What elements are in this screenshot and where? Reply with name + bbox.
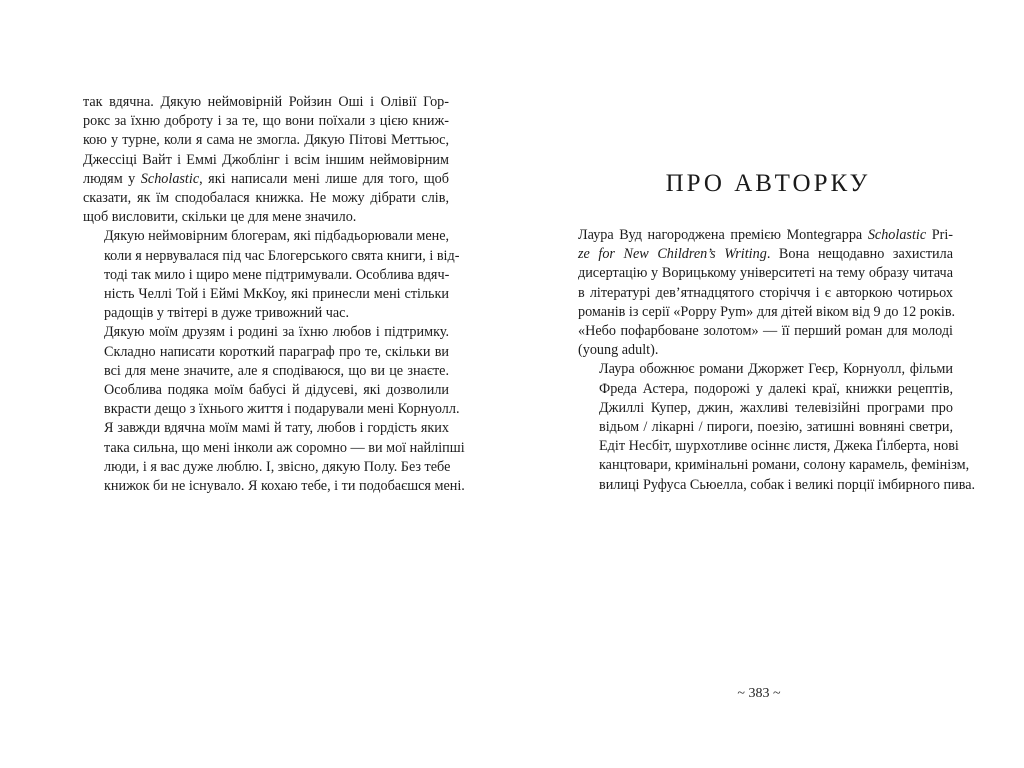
text-line: Джессіці Вайт і Еммі Джоблінг і всім іншим неймовірним — [83, 151, 449, 168]
text-line: рокс за їхню доброту і за те, що вони поїхали з цією книж- — [83, 113, 449, 130]
acknowledgements-text — [83, 93, 465, 496]
about-author-text — [578, 226, 976, 495]
text-line: Складно написати короткий параграф про те, скільки ви — [104, 343, 449, 360]
text-line: романів із серії «Poppy Pym» для дітей віком від 9 до 12 років. — [578, 303, 956, 320]
text-line: коли я нервувалася під час Блогерського свята книги, і від- — [104, 247, 460, 264]
text-line: Лаура обожнює романи Джоржет Геєр, Корнуолл, фільми — [599, 361, 953, 378]
text-line: така сильна, що мені інколи аж соромно — ви мої найліпші — [104, 439, 465, 456]
text-line: так вдячна. Дякую неймовірній Ройзин Оші і Олівії Гор- — [83, 94, 449, 110]
paragraph — [578, 360, 976, 494]
text-line: Фреда Астера, подорожі у далекі краї, книжки рецептів, — [599, 380, 953, 397]
text-line: людям у Scholastic, які написали мені лише для того, щоб — [83, 170, 449, 187]
italic-text: Scholastic — [867, 227, 927, 243]
text-line: всі для мене значите, але я сподіваюся, що ви це знаєте. — [104, 362, 449, 379]
text-line: ze for New Children’s Writing. Вона нещодавно захистила — [578, 246, 953, 263]
text-line: вилиці Руфуса Сьюелла, собак і великі порції імбирного пива. — [599, 476, 976, 493]
text-line: ність Челлі Той і Еймі МкКоу, які принесли мені стільки — [104, 286, 449, 303]
text-line: Лаура Вуд нагороджена премією Montegrappa Scholastic Pri- — [578, 227, 954, 243]
text-line: Дякую моїм друзям і родині за їхню любов і підтримку. — [104, 324, 449, 341]
text-line: щоб висловити, скільки це для мене значило. — [83, 209, 357, 226]
page-number: ~ 383 ~ — [737, 686, 781, 701]
right-page — [512, 0, 1024, 768]
italic-text: ze for New Children’s Writing — [578, 246, 767, 263]
text-line: відьом / лікарні / пироги, поезію, затишні вовняні светри, — [599, 419, 953, 436]
paragraph — [83, 227, 460, 323]
text-line: дисертацію у Ворицькому університеті на тему образу читача — [578, 265, 953, 282]
text-line: книжок би не існувало. Я кохаю тебе, і ти подобаєшся мені. — [104, 478, 465, 495]
text-line: люди, і я вас дуже люблю. І, звісно, дякую Полу. Без тебе — [104, 458, 451, 475]
text-line: Дякую неймовірним блогерам, які підбадьорювали мене, — [104, 228, 450, 245]
paragraph — [83, 93, 449, 227]
text-line: (young adult). — [578, 342, 659, 359]
text-line: канцтовари, кримінальні романи, солону карамель, фемінізм, — [599, 457, 970, 474]
text-line: в літературі дев’ятнадцятого сторіччя і є авторкою чотирьох — [578, 284, 953, 301]
paragraph — [578, 226, 956, 360]
text-line: радощів у твітері в дуже тривожний час. — [104, 305, 350, 322]
text-line: Я завжди вдячна моїм мамі й тату, любов і гордість яких — [104, 420, 449, 437]
chapter-title: ПРО АВТОРКУ — [665, 170, 871, 197]
text-line: Едіт Несбіт, шурхотливе осіннє листя, Джека Ґілберта, нові — [599, 438, 959, 455]
text-line: «Небо пофарбоване золотом» — її перший роман для молоді — [578, 323, 953, 340]
italic-text: Scholastic — [140, 170, 200, 187]
text-line: Джиллі Купер, джин, жахливі телевізійні програми про — [599, 399, 953, 416]
text-line: вкрасти дещо з їхнього життя і подарували мені Корнуолл. — [104, 401, 460, 418]
paragraph — [83, 323, 465, 496]
text-line: кою у турне, коли я сама не змогла. Дякую Пітові Меттьюс, — [83, 132, 449, 149]
text-line: тоді так мило і щиро мене підтримували. Особлива вдяч- — [104, 266, 450, 283]
text-line: Особлива подяка моїм бабусі й дідусеві, які дозволили — [104, 382, 449, 399]
text-line: сказати, як їм сподобалася книжка. Не можу дібрати слів, — [83, 190, 449, 207]
